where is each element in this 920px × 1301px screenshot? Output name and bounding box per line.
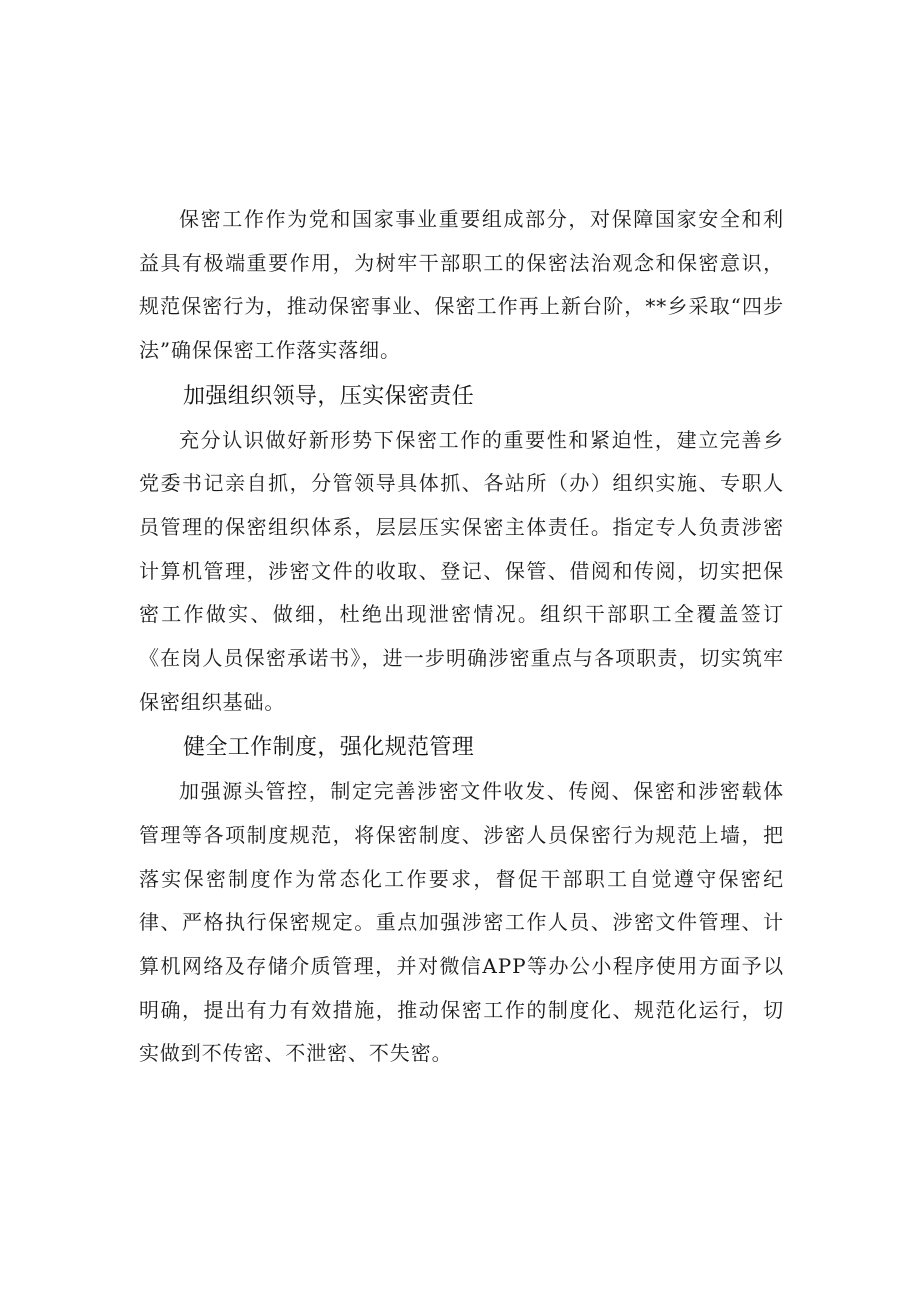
section-body-organization: 充分认识做好新形势下保密工作的重要性和紧迫性，建立完善乡党委书记亲自抓，分管领导具体抓、各站所（办）组织实施、专职人员管理的保密组织体系，层层压实保密主体责任。指定专人负责涉密计算机管理，涉密文件的收取、登记、保管、借阅和传阅，切实把保密工作做实、做细，杜绝出现泄密情况。组织干部职工全覆盖签订《在岗人员保密承诺书》，进一步明确涉密重点与各项职责，切实筑牢保密组织基础。 — [139, 427, 784, 714]
document-body — [139, 198, 784, 1076]
section-body-system: 加强源头管控，制定完善涉密文件收发、传阅、保密和涉密载体管理等各项制度规范，将保密制度、涉密人员保密行为规范上墙，把落实保密制度作为常态化工作要求，督促干部职工自觉遵守保密纪律、严格执行保密规定。重点加强涉密工作人员、涉密文件管理、计算机网络及存储介质管理，并对微信APP等办公小程序使用方面予以明确，提出有力有效措施，推动保密工作的制度化、规范化运行，切实做到不传密、不泄密、不失密。 — [139, 779, 784, 1066]
section-heading-system: 健全工作制度，强化规范管理 — [183, 735, 475, 761]
section-heading-organization: 加强组织领导，压实保密责任 — [183, 383, 475, 409]
intro-paragraph: 保密工作作为党和国家事业重要组成部分，对保障国家安全和利益具有极端重要作用，为树牢干部职工的保密法治观念和保密意识，规范保密行为，推动保密事业、保密工作再上新台阶，**乡采取“四步法”确保保密工作落实落细。 — [139, 207, 784, 363]
